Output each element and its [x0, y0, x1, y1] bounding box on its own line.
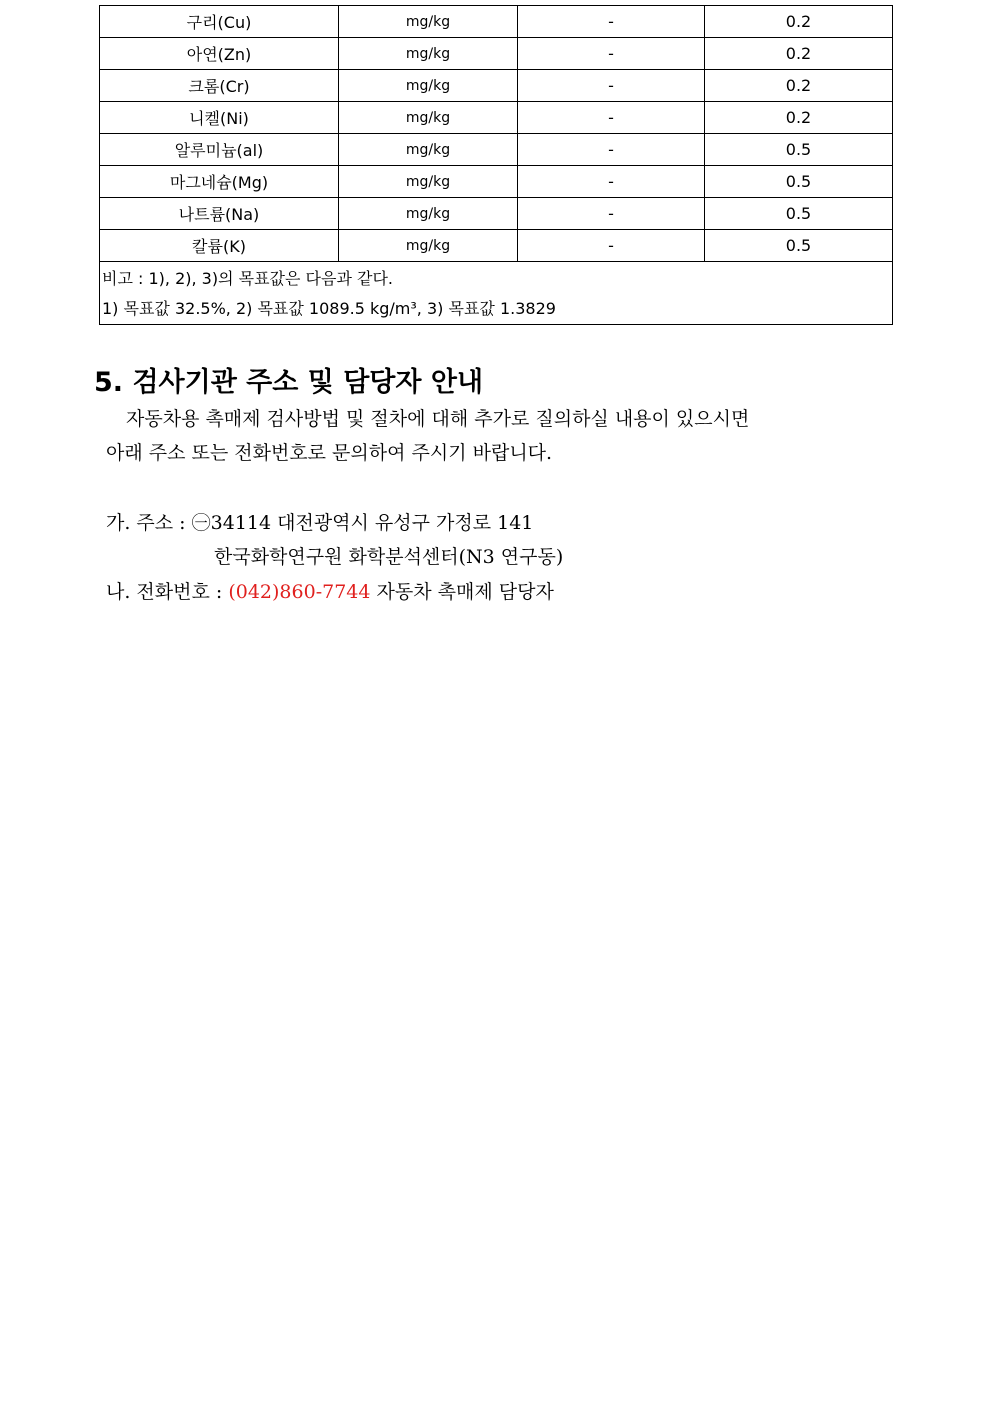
address-value-2: 한국화학연구원 화학분석센터(N3 연구동)	[214, 546, 564, 568]
limit-cell: -	[518, 38, 705, 70]
remarks-cell	[100, 262, 893, 325]
value-cell: 0.2	[705, 38, 893, 70]
value-cell: 0.5	[705, 198, 893, 230]
limit-cell: -	[518, 6, 705, 38]
item-cell: 구리(Cu)	[100, 6, 339, 38]
limit-cell: -	[518, 102, 705, 134]
phone-label: 나. 전화번호 :	[106, 581, 223, 603]
table-row	[100, 38, 893, 70]
item-cell: 알루미늄(al)	[100, 134, 339, 166]
unit-cell: mg/kg	[339, 6, 518, 38]
section-title: 5. 검사기관 주소 및 담당자 안내	[94, 367, 484, 398]
value-cell: 0.5	[705, 230, 893, 262]
limit-cell: -	[518, 134, 705, 166]
unit-cell: mg/kg	[339, 230, 518, 262]
table-row	[100, 70, 893, 102]
phone-suffix: 자동차 촉매제 담당자	[376, 581, 554, 603]
address-value: ㊀34114 대전광역시 유성구 가정로 141	[191, 512, 534, 534]
body-line: 자동차용 촉매제 검사방법 및 절차에 대해 추가로 질의하실 내용이 있으시면	[126, 408, 750, 430]
unit-cell: mg/kg	[339, 38, 518, 70]
item-cell: 나트륨(Na)	[100, 198, 339, 230]
remark-line: 1) 목표값 32.5%, 2) 목표값 1089.5 kg/m³, 3) 목표값 1.3829	[102, 299, 556, 318]
limit-cell: -	[518, 70, 705, 102]
table-row	[100, 230, 893, 262]
phone-line	[106, 575, 554, 609]
value-cell: 0.2	[705, 70, 893, 102]
value-cell: 0.5	[705, 134, 893, 166]
remarks-row	[100, 262, 893, 325]
section-body	[106, 402, 896, 470]
body-line: 아래 주소 또는 전화번호로 문의하여 주시기 바랍니다.	[106, 442, 553, 464]
unit-cell: mg/kg	[339, 70, 518, 102]
value-cell: 0.2	[705, 6, 893, 38]
item-cell: 니켈(Ni)	[100, 102, 339, 134]
limit-cell: -	[518, 230, 705, 262]
table-row	[100, 166, 893, 198]
spec-table	[99, 5, 893, 325]
item-cell: 마그네슘(Mg)	[100, 166, 339, 198]
limit-cell: -	[518, 198, 705, 230]
item-cell: 칼륨(K)	[100, 230, 339, 262]
unit-cell: mg/kg	[339, 134, 518, 166]
phone-number: (042)860-7744	[228, 581, 371, 603]
address-line-2	[214, 540, 563, 574]
unit-cell: mg/kg	[339, 198, 518, 230]
item-cell: 크롬(Cr)	[100, 70, 339, 102]
unit-cell: mg/kg	[339, 166, 518, 198]
remark-line: 비고 : 1), 2), 3)의 목표값은 다음과 같다.	[102, 269, 393, 288]
table-row	[100, 134, 893, 166]
address-line	[106, 506, 533, 540]
table-row	[100, 6, 893, 38]
value-cell: 0.2	[705, 102, 893, 134]
spec-table-body	[100, 6, 893, 325]
limit-cell: -	[518, 166, 705, 198]
item-cell: 아연(Zn)	[100, 38, 339, 70]
table-row	[100, 102, 893, 134]
table-row	[100, 198, 893, 230]
value-cell: 0.5	[705, 166, 893, 198]
address-label: 가. 주소 :	[106, 512, 186, 534]
unit-cell: mg/kg	[339, 102, 518, 134]
